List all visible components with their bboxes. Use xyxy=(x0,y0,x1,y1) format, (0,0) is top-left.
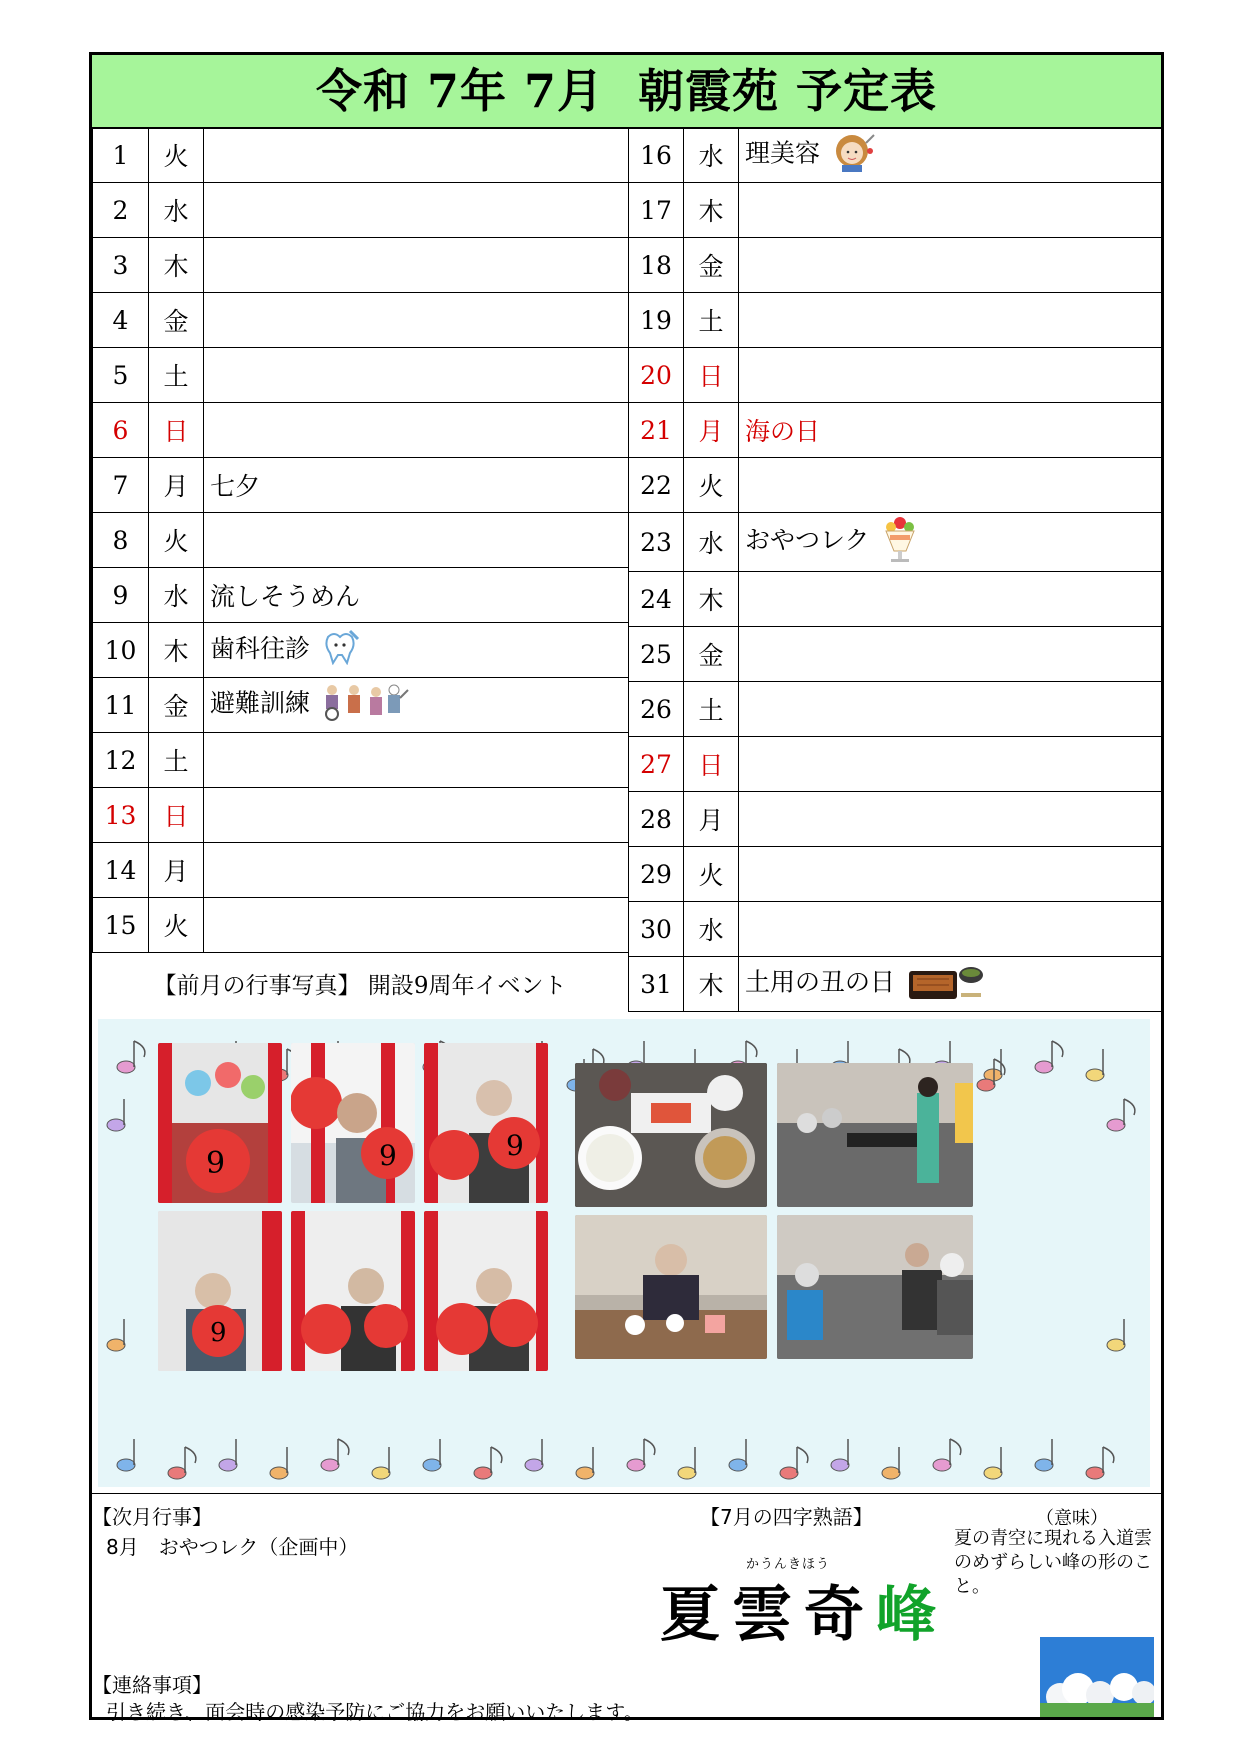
weekday: 金 xyxy=(149,678,204,733)
weekday: 木 xyxy=(149,238,204,293)
weekday: 水 xyxy=(149,183,204,238)
event-cell xyxy=(739,183,1162,238)
weekday: 水 xyxy=(684,902,739,957)
schedule_left-row-15 xyxy=(93,898,629,953)
day-number: 11 xyxy=(93,678,149,733)
music-note-icon xyxy=(270,1447,288,1479)
idiom-word xyxy=(660,1567,948,1653)
music-note-icon xyxy=(423,1439,441,1471)
schedule_right-row-27 xyxy=(629,737,1162,792)
music-note-icon xyxy=(372,1447,390,1479)
weekday: 水 xyxy=(684,128,739,183)
event-cell xyxy=(739,847,1162,902)
event-text: 七夕 xyxy=(210,472,261,501)
day-number: 10 xyxy=(93,623,149,678)
schedule_left-row-11 xyxy=(93,678,629,733)
event-cell xyxy=(739,627,1162,682)
weekday: 土 xyxy=(149,733,204,788)
music-note-icon xyxy=(1107,1099,1135,1131)
event-text: 流しそうめん xyxy=(210,582,361,611)
schedule_right-row-28 xyxy=(629,792,1162,847)
schedule_left-row-14 xyxy=(93,843,629,898)
tooth-icon xyxy=(320,629,360,671)
schedule_right-row-18 xyxy=(629,238,1162,293)
weekday: 水 xyxy=(684,513,739,572)
music-note-icon xyxy=(1035,1041,1063,1073)
weekday: 火 xyxy=(149,513,204,568)
weekday: 月 xyxy=(149,458,204,513)
event-cell xyxy=(204,293,629,348)
weekday: 月 xyxy=(684,403,739,458)
day-number: 26 xyxy=(629,682,684,737)
day-number: 7 xyxy=(93,458,149,513)
idiom-reading: かうんきほう xyxy=(746,1557,831,1572)
music-note-icon xyxy=(117,1439,135,1471)
schedule_right-row-21 xyxy=(629,403,1162,458)
day-number: 31 xyxy=(629,957,684,1012)
day-number: 14 xyxy=(93,843,149,898)
event-photo-5 xyxy=(291,1211,415,1371)
notice-text: 引き続き、面会時の感染予防にご協力をお願いいたします。 xyxy=(106,1700,644,1724)
weekday: 日 xyxy=(149,403,204,458)
idiom-char-accent: 峰 xyxy=(876,1580,948,1650)
schedule_right-row-31 xyxy=(629,957,1162,1012)
next-month-label: 【次月行事】 xyxy=(92,1505,212,1529)
event-cell xyxy=(204,843,629,898)
music-note-icon xyxy=(321,1439,349,1471)
day-number: 3 xyxy=(93,238,149,293)
event-cell xyxy=(739,458,1162,513)
event-cell xyxy=(739,348,1162,403)
title-era: 令和 7年 7月 xyxy=(315,64,605,118)
day-number: 9 xyxy=(93,568,149,623)
weekday: 木 xyxy=(684,572,739,627)
schedule_right-row-29 xyxy=(629,847,1162,902)
event-text: 理美容 xyxy=(745,138,821,168)
weekday: 水 xyxy=(149,568,204,623)
day-number: 2 xyxy=(93,183,149,238)
event-cell xyxy=(204,458,629,513)
event-cell xyxy=(204,128,629,183)
event-cell xyxy=(204,788,629,843)
schedule-sheet xyxy=(89,52,1164,1724)
svg-text:9: 9 xyxy=(210,1318,227,1348)
schedule_right-row-17 xyxy=(629,183,1162,238)
event-photo-meal xyxy=(575,1063,767,1207)
weekday: 木 xyxy=(684,957,739,1012)
schedule_right-row-24 xyxy=(629,572,1162,627)
event-photo-resident-meal xyxy=(575,1215,767,1359)
music-note-icon xyxy=(780,1447,808,1479)
day-number: 6 xyxy=(93,403,149,458)
parfait-icon xyxy=(880,513,920,571)
event-cell xyxy=(204,623,629,678)
day-number: 4 xyxy=(93,293,149,348)
schedule_right-row-20 xyxy=(629,348,1162,403)
photo-collage xyxy=(98,1019,1150,1487)
event-cell xyxy=(739,513,1162,572)
schedule_left-row-2 xyxy=(93,183,629,238)
weekday: 土 xyxy=(684,682,739,737)
photo-caption: 【前月の行事写真】 開設9周年イベント xyxy=(153,973,567,999)
event-cell xyxy=(739,572,1162,627)
music-note-icon xyxy=(627,1439,655,1471)
schedule_right-row-25 xyxy=(629,627,1162,682)
day-number: 16 xyxy=(629,128,684,183)
music-note-icon xyxy=(1107,1319,1125,1351)
day-number: 24 xyxy=(629,572,684,627)
event-photo-3 xyxy=(424,1043,548,1203)
music-note-icon xyxy=(984,1447,1002,1479)
weekday: 土 xyxy=(684,293,739,348)
weekday: 月 xyxy=(684,792,739,847)
weekday: 木 xyxy=(149,623,204,678)
day-number: 15 xyxy=(93,898,149,953)
event-cell xyxy=(739,293,1162,348)
day-number: 12 xyxy=(93,733,149,788)
schedule_left-row-1 xyxy=(93,128,629,183)
schedule_right-row-26 xyxy=(629,682,1162,737)
music-note-icon xyxy=(474,1447,502,1479)
day-number: 5 xyxy=(93,348,149,403)
music-note-icon xyxy=(882,1447,900,1479)
weekday: 日 xyxy=(684,348,739,403)
event-photo-keyboard xyxy=(777,1063,973,1207)
idiom-label: 【7月の四字熟語】 xyxy=(700,1505,873,1529)
weekday: 金 xyxy=(149,293,204,348)
music-note-icon xyxy=(729,1439,747,1471)
music-note-icon xyxy=(117,1041,145,1073)
event-cell xyxy=(204,678,629,733)
schedule_right-row-30 xyxy=(629,902,1162,957)
day-number: 28 xyxy=(629,792,684,847)
event-text: 歯科往診 xyxy=(210,633,311,663)
next-month-text: 8月 おやつレク（企画中） xyxy=(106,1535,359,1559)
event-cell xyxy=(204,733,629,788)
svg-text:9: 9 xyxy=(206,1146,226,1181)
bottom-divider xyxy=(92,1493,1161,1494)
day-number: 18 xyxy=(629,238,684,293)
day-number: 13 xyxy=(93,788,149,843)
weekday: 日 xyxy=(684,737,739,792)
music-note-icon xyxy=(525,1439,543,1471)
event-cell xyxy=(204,568,629,623)
weekday: 金 xyxy=(684,238,739,293)
music-note-icon xyxy=(168,1447,196,1479)
svg-text:9: 9 xyxy=(379,1139,397,1172)
event-text: おやつレク xyxy=(745,525,870,555)
weekday: 土 xyxy=(149,348,204,403)
event-photo-2 xyxy=(291,1043,415,1203)
event-cell xyxy=(739,792,1162,847)
event-text: 海の日 xyxy=(745,417,821,446)
idiom-chars: 夏雲奇 xyxy=(660,1580,876,1650)
event-cell xyxy=(204,183,629,238)
music-note-icon xyxy=(1086,1447,1114,1479)
music-note-icon xyxy=(933,1439,961,1471)
day-number: 17 xyxy=(629,183,684,238)
schedule_left-row-5 xyxy=(93,348,629,403)
music-note-icon xyxy=(1035,1439,1053,1471)
schedule_left-row-9 xyxy=(93,568,629,623)
event-cell xyxy=(204,238,629,293)
weekday: 火 xyxy=(684,847,739,902)
event-photo-6 xyxy=(424,1211,548,1371)
day-number: 22 xyxy=(629,458,684,513)
page-title xyxy=(92,55,1161,129)
weekday: 金 xyxy=(684,627,739,682)
day-number: 19 xyxy=(629,293,684,348)
schedule_left-row-7 xyxy=(93,458,629,513)
day-number: 20 xyxy=(629,348,684,403)
event-cell xyxy=(204,513,629,568)
event-cell xyxy=(739,238,1162,293)
schedule_right-row-16 xyxy=(629,128,1162,183)
schedule_left-row-8 xyxy=(93,513,629,568)
event-cell xyxy=(739,682,1162,737)
weekday: 火 xyxy=(149,128,204,183)
schedule-table-right xyxy=(628,127,1162,1012)
weekday: 日 xyxy=(149,788,204,843)
unagi-icon xyxy=(905,959,985,1009)
event-text: 避難訓練 xyxy=(210,688,311,718)
idiom-meaning: 夏の青空に現れる入道雲のめずらしい峰の形のこと。 xyxy=(954,1528,1152,1597)
music-note-icon xyxy=(576,1447,594,1479)
hairdresser-icon xyxy=(830,131,876,179)
event-photo-4 xyxy=(158,1211,282,1371)
event-cell xyxy=(204,403,629,458)
music-note-icon xyxy=(984,1049,1002,1081)
schedule_left-row-6 xyxy=(93,403,629,458)
event-cell xyxy=(739,902,1162,957)
day-number: 25 xyxy=(629,627,684,682)
music-note-icon xyxy=(678,1447,696,1479)
event-photo-audience xyxy=(777,1215,973,1359)
title-name: 朝霞苑 予定表 xyxy=(638,64,938,118)
schedule_right-row-22 xyxy=(629,458,1162,513)
schedule_left-row-3 xyxy=(93,238,629,293)
day-number: 30 xyxy=(629,902,684,957)
event-cell xyxy=(204,348,629,403)
schedule_left-row-4 xyxy=(93,293,629,348)
day-number: 8 xyxy=(93,513,149,568)
evacuation-icon xyxy=(320,682,410,728)
cumulonimbus-sky-image xyxy=(1040,1637,1154,1717)
day-number: 1 xyxy=(93,128,149,183)
music-note-icon xyxy=(107,1319,125,1351)
weekday: 火 xyxy=(684,458,739,513)
music-note-icon xyxy=(107,1099,125,1131)
schedule-table-left xyxy=(92,127,629,953)
weekday: 木 xyxy=(684,183,739,238)
schedule_left-row-10 xyxy=(93,623,629,678)
day-number: 21 xyxy=(629,403,684,458)
day-number: 29 xyxy=(629,847,684,902)
svg-text:9: 9 xyxy=(506,1129,524,1162)
weekday: 火 xyxy=(149,898,204,953)
music-note-icon xyxy=(831,1439,849,1471)
event-cell xyxy=(739,128,1162,183)
music-note-icon xyxy=(219,1439,237,1471)
schedule_left-row-12 xyxy=(93,733,629,788)
event-photo-1 xyxy=(158,1043,282,1203)
schedule_left-row-13 xyxy=(93,788,629,843)
meaning-label: （意味） xyxy=(1036,1508,1108,1529)
day-number: 27 xyxy=(629,737,684,792)
weekday: 月 xyxy=(149,843,204,898)
schedule_right-row-19 xyxy=(629,293,1162,348)
event-cell xyxy=(739,957,1162,1012)
event-cell xyxy=(204,898,629,953)
event-cell xyxy=(739,403,1162,458)
music-note-icon xyxy=(1086,1049,1104,1081)
notice-label: 【連絡事項】 xyxy=(92,1673,212,1697)
event-cell xyxy=(739,737,1162,792)
event-text: 土用の丑の日 xyxy=(745,967,896,997)
day-number: 23 xyxy=(629,513,684,572)
schedule_right-row-23 xyxy=(629,513,1162,572)
